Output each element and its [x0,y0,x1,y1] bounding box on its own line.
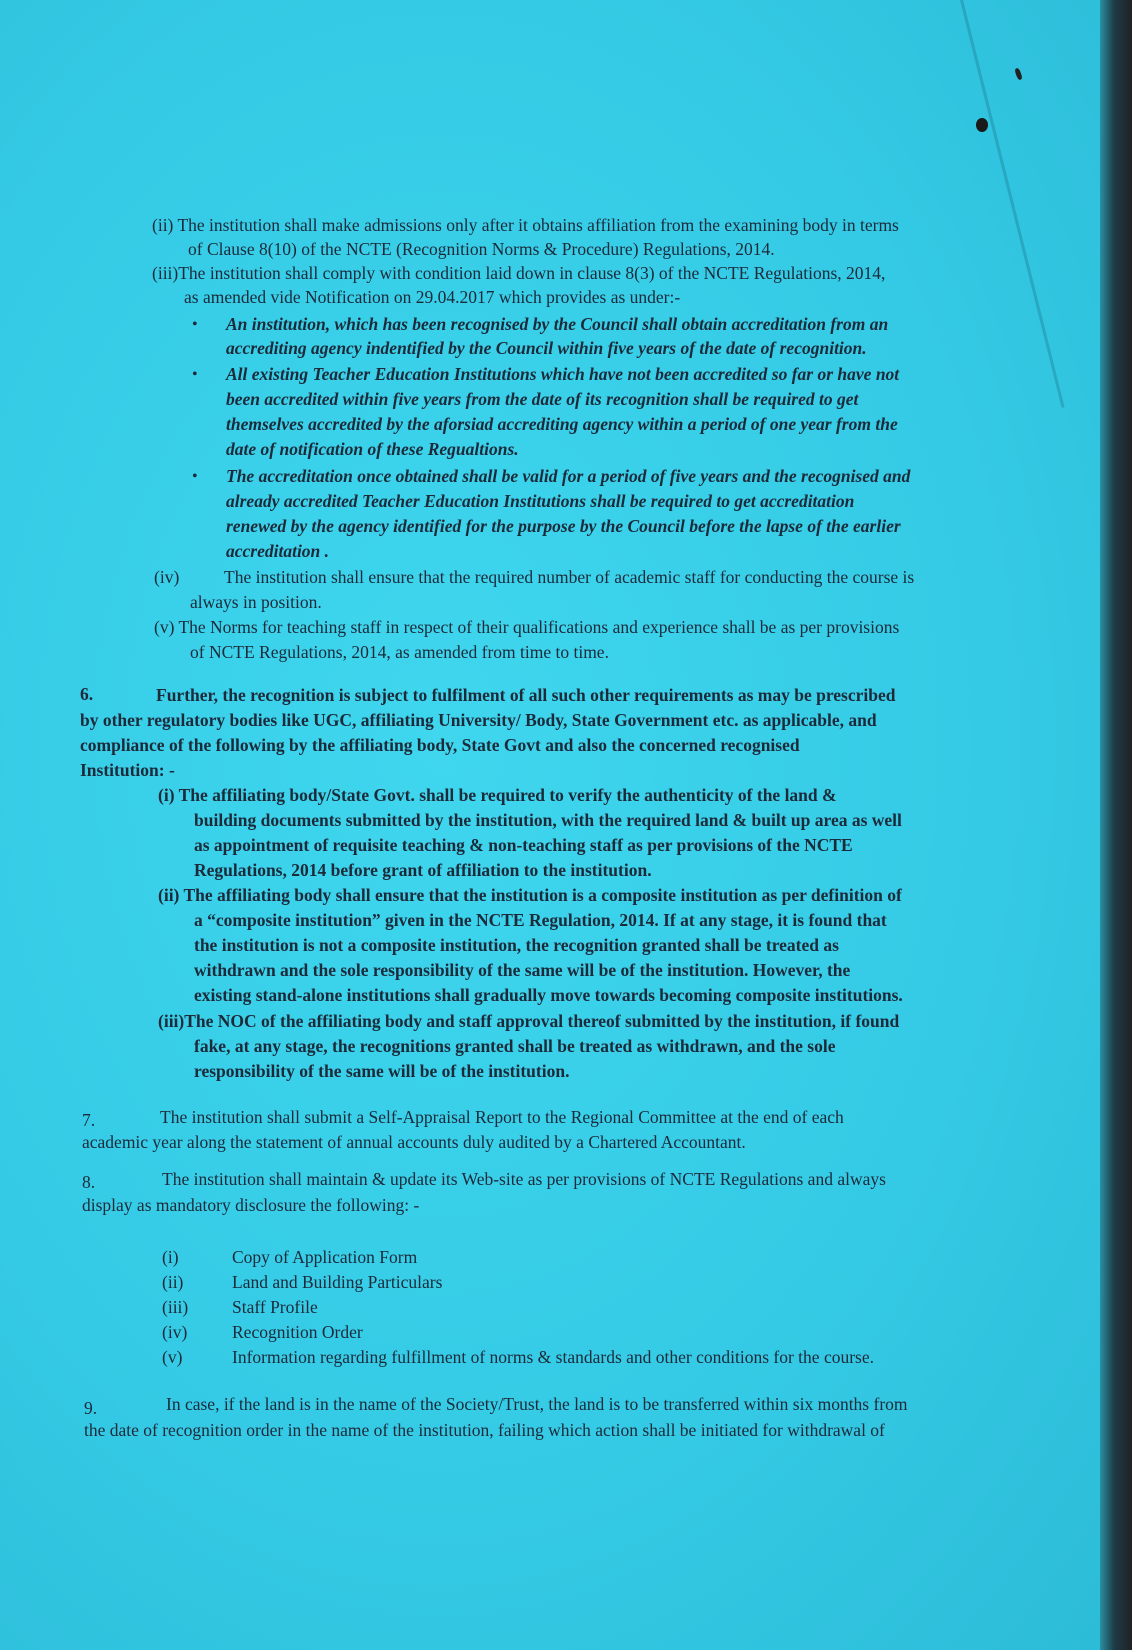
clause8-line2: display as mandatory disclosure the following: - [82,1195,420,1215]
clause5-iii-line1: (iii)The institution shall comply with condition laid down in clause 8(3) of the NCTE Regulations, 2014, [152,263,886,283]
paper-fold-line [960,0,1065,408]
bullet-icon: • [192,468,198,485]
bullet1-line2: accrediting agency indentified by the Council within five years of the date of recognition. [226,338,867,358]
clause6-ii-line4: withdrawn and the sole responsibility of the same will be of the institution. However, the [194,960,851,980]
clause6-i-line3: as appointment of requisite teaching & non-teaching staff as per provisions of the NCTE [194,835,853,855]
clause8-item-text: Land and Building Particulars [232,1272,443,1292]
clause5-iv-line1: The institution shall ensure that the required number of academic staff for conducting the course is [224,567,915,587]
clause7-number: 7. [82,1110,96,1130]
clause8-number: 8. [82,1172,96,1192]
clause5-v-line2: of NCTE Regulations, 2014, as amended from time to time. [190,642,609,662]
clause6-line2: by other regulatory bodies like UGC, affiliating University/ Body, State Government etc. as applicable, and [80,710,877,730]
bullet3-line4: accreditation . [226,541,330,561]
paper-speck [1014,68,1023,81]
clause6-iii-line2: fake, at any stage, the recognitions granted shall be treated as withdrawn, and the sole [194,1036,836,1056]
bullet-icon: • [192,316,198,333]
bullet1-line1: An institution, which has been recognised by the Council shall obtain accreditation from an [226,314,889,334]
clause8-item-text: Copy of Application Form [232,1247,418,1267]
clause5-ii-line2: of Clause 8(10) of the NCTE (Recognition Norms & Procedure) Regulations, 2014. [188,239,775,259]
clause7-line1: The institution shall submit a Self-Appraisal Report to the Regional Committee at the end of each [160,1107,844,1127]
clause8-item-text: Information regarding fulfillment of norms & standards and other conditions for the course. [232,1347,874,1367]
bullet3-line3: renewed by the agency identified for the purpose by the Council before the lapse of the earlier [226,516,901,536]
clause6-line4: Institution: - [80,760,175,780]
clause5-iii-line2: as amended vide Notification on 29.04.2017 which provides as under:- [184,287,681,307]
bullet2-line1: All existing Teacher Education Institutions which have not been accredited so far or have not [226,364,900,384]
clause8-item-label: (i) [162,1247,179,1267]
clause6-ii-line2: a “composite institution” given in the NCTE Regulation, 2014. If at any stage, it is found that [194,910,887,930]
clause5-ii-line1: (ii) The institution shall make admissions only after it obtains affiliation from the examining body in terms [152,215,899,235]
clause6-number: 6. [80,684,94,704]
clause6-ii-line5: existing stand-alone institutions shall gradually move towards becoming composite institutions. [194,985,903,1005]
clause6-line1: Further, the recognition is subject to fulfilment of all such other requirements as may be prescribed [156,685,896,705]
bullet-icon: • [192,366,198,383]
clause6-ii-line1: (ii) The affiliating body shall ensure that the institution is a composite institution as per definition of [158,885,902,905]
clause5-iv-line2: always in position. [190,592,322,612]
clause9-number: 9. [84,1398,98,1418]
clause8-item-text: Staff Profile [232,1297,318,1317]
clause9-line1: In case, if the land is in the name of the Society/Trust, the land is to be transferred within six months from [166,1394,908,1414]
clause8-item-label: (v) [162,1347,183,1367]
clause6-iii-line1: (iii)The NOC of the affiliating body and staff approval thereof submitted by the institution, if found [158,1011,900,1031]
clause6-line3: compliance of the following by the affiliating body, State Govt and also the concerned recognised [80,735,800,755]
clause9-line2: the date of recognition order in the name of the institution, failing which action shall be initiated for withdrawal of [84,1420,885,1440]
bullet2-line4: date of notification of these Regualtions. [226,439,519,459]
bullet2-line2: been accredited within five years from the date of its recognition shall be required to get [226,389,859,409]
clause6-i-line4: Regulations, 2014 before grant of affiliation to the institution. [194,860,652,880]
bullet3-line1: The accreditation once obtained shall be valid for a period of five years and the recognised and [226,466,911,486]
clause6-i-line2: building documents submitted by the institution, with the required land & built up area as well [194,810,902,830]
clause6-i-line1: (i) The affiliating body/State Govt. shall be required to verify the authenticity of the land & [158,785,837,805]
clause7-line2: academic year along the statement of annual accounts duly audited by a Chartered Accountant. [82,1132,746,1152]
clause5-iv-label: (iv) [154,567,180,587]
clause8-item-label: (iii) [162,1297,189,1317]
bullet2-line3: themselves accredited by the aforsiad accrediting agency within a period of one year from the [226,414,898,434]
clause8-line1: The institution shall maintain & update its Web-site as per provisions of NCTE Regulations and always [162,1169,886,1189]
clause6-iii-line3: responsibility of the same will be of the institution. [194,1061,570,1081]
clause6-ii-line3: the institution is not a composite institution, the recognition granted shall be treated as [194,935,839,955]
clause5-v-line1: (v) The Norms for teaching staff in respect of their qualifications and experience shall be as per provisions [154,617,900,637]
punch-hole [976,118,988,132]
bullet3-line2: already accredited Teacher Education Institutions shall be required to get accreditation [226,491,855,511]
background-edge [1100,0,1132,1650]
clause8-item-label: (iv) [162,1322,188,1342]
clause8-item-label: (ii) [162,1272,184,1292]
clause8-item-text: Recognition Order [232,1322,363,1342]
